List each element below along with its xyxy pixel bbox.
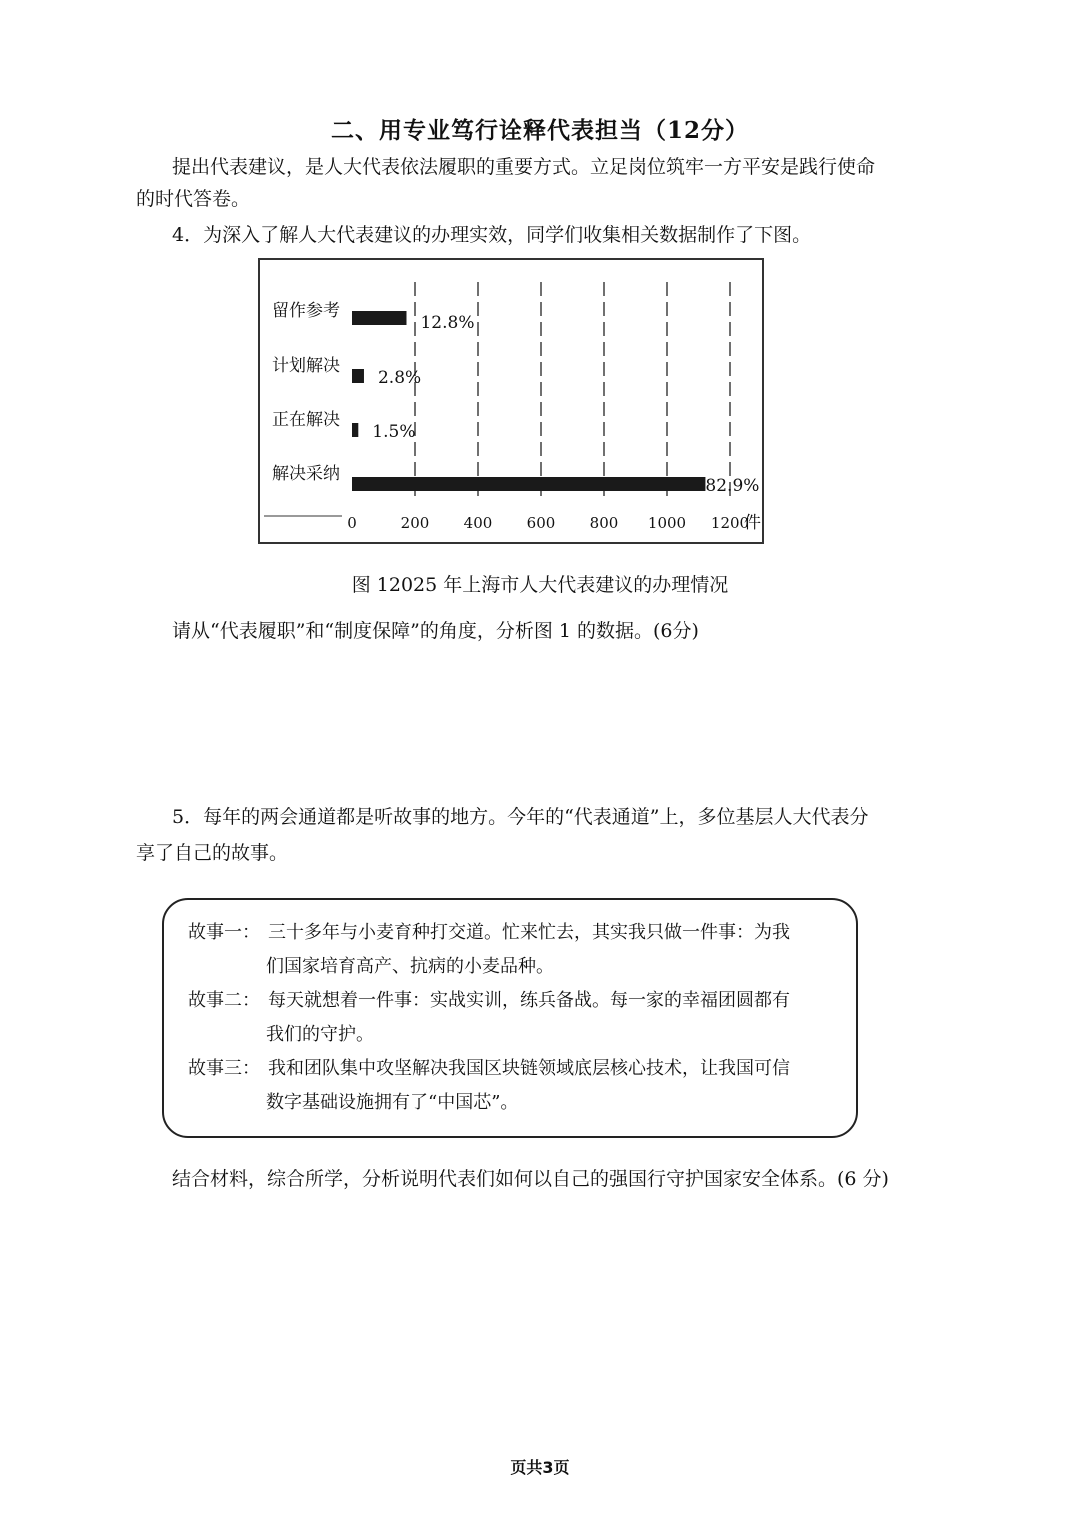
story-text: 每天就想着一件事：实战实训，练兵备战。每一家的幸福团圆都有 <box>268 990 790 1011</box>
axis-unit-label: 件 <box>744 513 761 533</box>
bar <box>352 311 406 325</box>
stories-box <box>162 898 858 1138</box>
bar <box>352 477 705 491</box>
tick-label: 600 <box>526 514 556 532</box>
story-text: 三十多年与小麦育种打交道。忙来忙去，其实我只做一件事：为我 <box>268 922 790 943</box>
tick-label: 400 <box>463 514 493 532</box>
page-footer: 页共3页 <box>510 1458 570 1477</box>
category-label: 解决采纳 <box>272 464 340 484</box>
value-label: 12.8% <box>420 313 475 333</box>
story-3 <box>188 1052 828 1120</box>
tick-label: 1000 <box>647 514 687 532</box>
story-label: 故事三： <box>188 1058 260 1079</box>
value-label: 1.5% <box>372 422 416 442</box>
bar-chart-svg <box>260 260 762 542</box>
story-1 <box>188 916 828 984</box>
story-text-cont: 我们的守护。 <box>266 1024 374 1045</box>
question-4-prompt: 4．为深入了解人大代表建议的办理实效，同学们收集相关数据制作了下图。 <box>172 224 812 246</box>
bar <box>352 423 358 437</box>
tick-label: 800 <box>589 514 619 532</box>
category-label: 留作参考 <box>272 301 340 321</box>
story-text-cont: 数字基础设施拥有了“中国芯”。 <box>266 1092 519 1113</box>
value-label: 82.9% <box>705 476 760 496</box>
question-5-ask: 结合材料，综合所学，分析说明代表们如何以自己的强国行守护国家安全体系。(6 分) <box>172 1168 889 1190</box>
story-text-cont: 们国家培育高产、抗病的小麦品种。 <box>266 956 554 977</box>
tick-label: 1200 <box>710 514 750 532</box>
figure-caption: 图 12025 年上海市人大代表建议的办理情况 <box>351 574 729 596</box>
question-4-ask: 请从“代表履职”和“制度保障”的角度，分析图 1 的数据。(6分) <box>172 620 699 642</box>
value-label: 2.8% <box>377 368 422 388</box>
question-5-prompt: 5．每年的两会通道都是听故事的地方。今年的“代表通道”上，多位基层人大代表分 <box>172 806 869 828</box>
story-label: 故事一： <box>188 922 260 943</box>
category-label: 正在解决 <box>272 410 340 430</box>
bar <box>352 369 364 383</box>
story-text: 我和团队集中攻坚解决我国区块链领域底层核心技术，让我国可信 <box>268 1058 790 1079</box>
bar-chart <box>258 258 764 544</box>
intro-paragraph-cont: 的时代答卷。 <box>136 188 251 210</box>
story-label: 故事二： <box>188 990 260 1011</box>
tick-label: 200 <box>400 514 430 532</box>
category-label: 计划解决 <box>272 356 340 376</box>
tick-label: 0 <box>347 514 357 532</box>
question-5-prompt-cont: 享了自己的故事。 <box>136 842 289 864</box>
section-title: 二、用专业笃行诠释代表担当（12分） <box>330 117 749 144</box>
intro-paragraph: 提出代表建议，是人大代表依法履职的重要方式。立足岗位筑牢一方平安是践行使命 <box>172 156 876 178</box>
story-2 <box>188 984 828 1052</box>
